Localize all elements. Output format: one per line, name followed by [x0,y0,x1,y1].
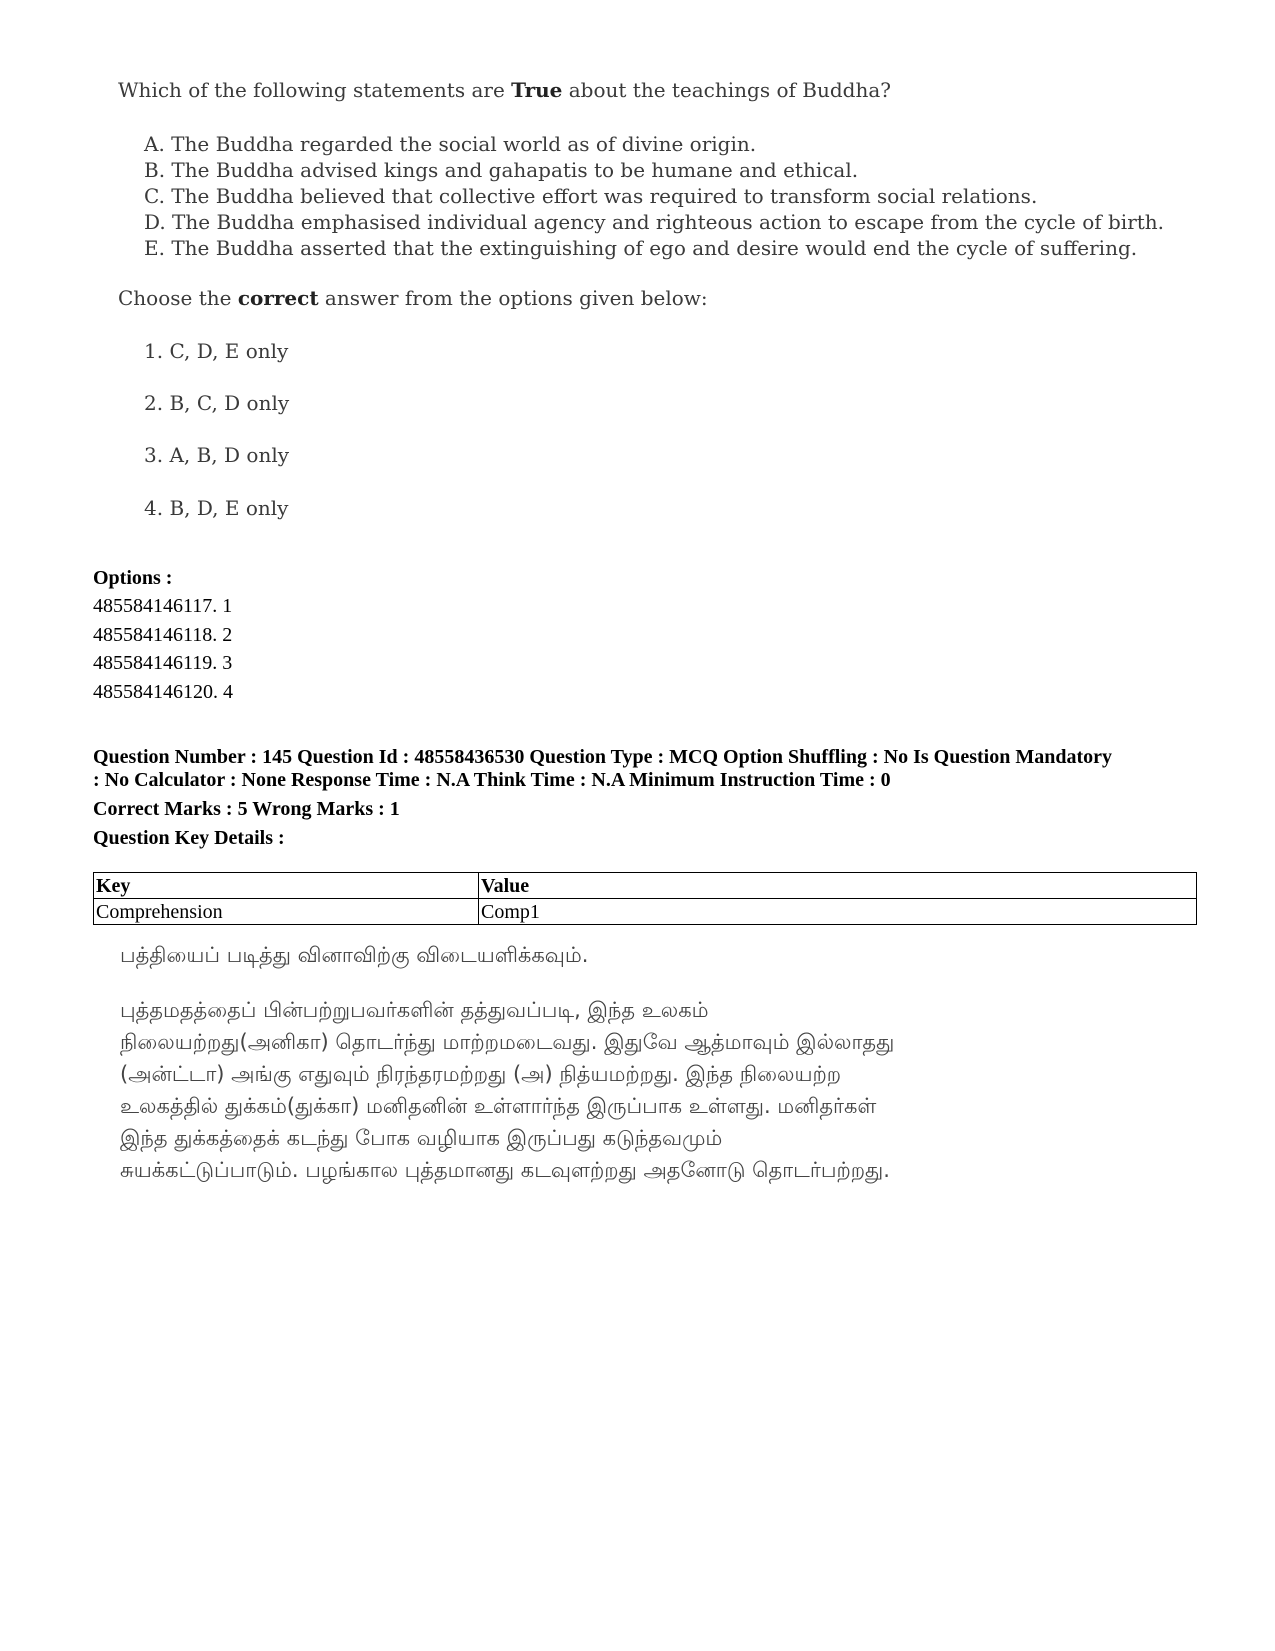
tamil-passage-line: புத்தமதத்தைப் பின்பற்றுபவர்களின் தத்துவப்படி, இந்த உலகம் [120,998,709,1022]
tamil-passage-line: சுயக்கட்டுப்பாடும். பழங்கால புத்தமானது கடவுளற்றது அதனோடு தொடர்பற்றது. [120,1158,890,1182]
options-heading: Options : [93,567,173,589]
answer-choice: 3. A, B, D only [144,443,290,467]
table-row [94,899,1197,925]
tamil-passage-line: நிலையற்றது(அனிகா) தொடர்ந்து மாற்றமடைவது. இதுவே ஆத்மாவும் இல்லாதது [120,1030,895,1054]
statement-a: A. The Buddha regarded the social world as of divine origin. [144,132,757,156]
key-details-table [93,872,1197,925]
question-meta-line1: Question Number : 145 Question Id : 48558436530 Question Type : MCQ Option Shuffling : No Is Question Mandatory [93,746,1112,768]
table-cell-value: Comp1 [479,899,1197,925]
table-cell-key: Comprehension [94,899,479,925]
answer-choice: 2. B, C, D only [144,391,290,415]
answer-choice: 4. B, D, E only [144,496,289,520]
marks-line: Correct Marks : 5 Wrong Marks : 1 [93,798,400,820]
table-header-value: Value [479,873,1197,899]
question-instruction: Choose the correct answer from the options given below: [118,286,708,310]
tamil-passage-line: (அன்ட்டா) அங்கு எதுவும் நிரந்தரமற்றது (அ) நித்யமற்றது. இந்த நிலையற்ற [120,1062,842,1086]
option-item: 485584146119. 3 [93,652,233,674]
statement-d: D. The Buddha emphasised individual agency and righteous action to escape from the cycle of birth. [144,210,1165,234]
tamil-passage-line: இந்த துக்கத்தைக் கடந்து போக வழியாக இருப்பது கடுந்தவமும் [120,1126,723,1150]
question-meta-line2: : No Calculator : None Response Time : N.A Think Time : N.A Minimum Instruction Time : 0 [93,769,891,791]
key-details-heading: Question Key Details : [93,827,285,849]
statement-e: E. The Buddha asserted that the extinguishing of ego and desire would end the cycle of suffering. [144,236,1138,260]
statement-c: C. The Buddha believed that collective effort was required to transform social relations. [144,184,1038,208]
statement-b: B. The Buddha advised kings and gahapatis to be humane and ethical. [144,158,859,182]
table-header-key: Key [94,873,479,899]
tamil-instruction: பத்தியைப் படித்து வினாவிற்கு விடையளிக்கவும். [120,943,589,967]
question-stem: Which of the following statements are True about the teachings of Buddha? [118,78,891,102]
answer-choice: 1. C, D, E only [144,339,289,363]
table-header-row [94,873,1197,899]
option-item: 485584146118. 2 [93,624,233,646]
tamil-passage-line: உலகத்தில் துக்கம்(துக்கா) மனிதனின் உள்ளார்ந்த இருப்பாக உள்ளது. மனிதர்கள் [120,1094,877,1118]
option-item: 485584146117. 1 [93,595,233,617]
option-item: 485584146120. 4 [93,681,233,703]
